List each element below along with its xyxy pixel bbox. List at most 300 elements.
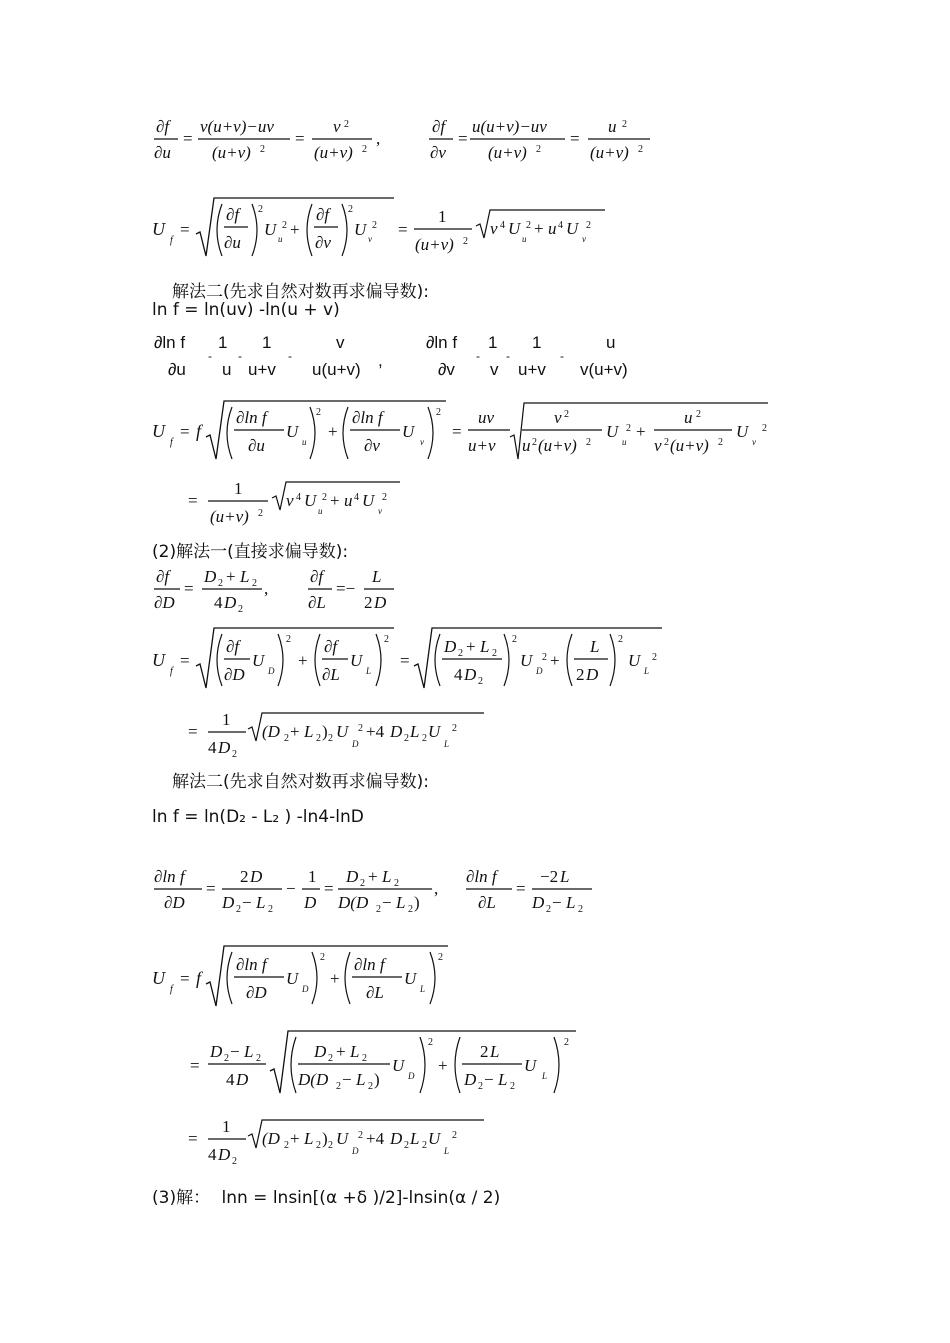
- svg-text:u+v: u+v: [468, 436, 496, 455]
- svg-text:4: 4: [296, 492, 301, 503]
- svg-text:2: 2: [368, 1081, 373, 1092]
- svg-text:-: -: [476, 349, 480, 363]
- svg-text:2: 2: [328, 733, 333, 744]
- equation-partial-lnf-uv: [150, 328, 670, 383]
- svg-text:U: U: [336, 1129, 349, 1148]
- svg-text:∂f: ∂f: [156, 567, 170, 586]
- svg-text:−: −: [230, 1042, 240, 1061]
- svg-text:∂L: ∂L: [308, 593, 326, 612]
- svg-text:D: D: [464, 1070, 477, 1089]
- svg-text:2: 2: [316, 733, 321, 744]
- svg-text:2: 2: [404, 1140, 409, 1151]
- svg-text:2: 2: [382, 492, 387, 503]
- svg-text:-: -: [560, 349, 564, 363]
- svg-text:U: U: [354, 220, 367, 239]
- svg-text:2: 2: [348, 204, 353, 215]
- svg-text:L: L: [420, 984, 426, 994]
- svg-text:L: L: [444, 739, 450, 749]
- part-3-line: [152, 1183, 500, 1208]
- svg-text:U: U: [336, 722, 349, 741]
- equation-uncertainty-f-4-step: [150, 1025, 610, 1100]
- svg-text:2: 2: [258, 508, 263, 519]
- svg-text:2: 2: [256, 1053, 261, 1064]
- svg-text:): ): [322, 722, 328, 741]
- svg-text:2: 2: [344, 119, 349, 130]
- svg-text:=: =: [206, 879, 216, 898]
- svg-text:∂v: ∂v: [430, 143, 446, 162]
- svg-text:U: U: [304, 491, 317, 510]
- svg-text:-: -: [506, 349, 510, 363]
- equation-uncertainty-f-4: [150, 940, 470, 1015]
- svg-text:∂D: ∂D: [164, 893, 185, 912]
- svg-text:2: 2: [258, 204, 263, 215]
- svg-text:−: −: [342, 1070, 352, 1089]
- svg-text:2: 2: [362, 144, 367, 155]
- svg-text:∂ln f: ∂ln f: [352, 408, 383, 427]
- svg-text:=: =: [324, 879, 334, 898]
- ln-equation-2: ln f = ln(D₂ - L₂ ) -ln4-lnD: [152, 807, 364, 827]
- svg-text:D: D: [302, 984, 309, 994]
- heading-part-3: (3)解：: [152, 1188, 211, 1208]
- svg-text:D: D: [314, 1042, 327, 1061]
- svg-text:2: 2: [236, 904, 241, 915]
- svg-text:∂ln f: ∂ln f: [236, 955, 267, 974]
- svg-text:u: u: [606, 333, 616, 352]
- svg-text:2: 2: [652, 652, 657, 663]
- svg-text:1: 1: [262, 333, 272, 352]
- svg-text:,: ,: [376, 129, 381, 148]
- svg-text:2: 2: [664, 437, 669, 448]
- svg-text:,: ,: [264, 579, 269, 598]
- svg-text:): ): [322, 1129, 328, 1148]
- svg-text:2: 2: [762, 423, 767, 434]
- svg-text:(u+v): (u+v): [314, 143, 353, 162]
- svg-text:U: U: [404, 969, 417, 988]
- svg-text:2: 2: [422, 1140, 427, 1151]
- equation-partial-f-uv: [150, 110, 670, 170]
- svg-text:=: =: [398, 220, 408, 239]
- svg-text:D: D: [210, 1042, 223, 1061]
- svg-text:1: 1: [222, 1117, 231, 1136]
- svg-text:U: U: [286, 969, 299, 988]
- svg-text:U: U: [628, 651, 641, 670]
- svg-text:L: L: [304, 722, 314, 741]
- svg-text:D: D: [532, 893, 545, 912]
- svg-text:2: 2: [336, 1081, 341, 1092]
- svg-text:∂u: ∂u: [168, 360, 186, 379]
- svg-text:2: 2: [480, 1042, 489, 1061]
- svg-text:D: D: [390, 1129, 403, 1148]
- svg-text:4: 4: [354, 492, 359, 503]
- svg-text:=: =: [180, 969, 190, 988]
- svg-text:+: +: [368, 867, 378, 886]
- svg-text:f: f: [170, 235, 173, 246]
- equation-uncertainty-f-4-result: [150, 1110, 510, 1170]
- svg-text:2: 2: [282, 220, 287, 231]
- svg-text:∂f: ∂f: [432, 117, 446, 136]
- svg-text:4: 4: [558, 220, 563, 231]
- svg-text:1: 1: [234, 479, 243, 498]
- svg-text:2: 2: [512, 634, 517, 645]
- svg-text:=: =: [188, 722, 198, 741]
- svg-text:U: U: [152, 219, 165, 239]
- svg-text:v: v: [286, 491, 294, 510]
- svg-text:2: 2: [618, 634, 623, 645]
- svg-text:2: 2: [284, 1140, 289, 1151]
- svg-text:D(D: D(D: [298, 1070, 329, 1089]
- svg-text:1: 1: [218, 333, 228, 352]
- svg-text:2: 2: [252, 578, 257, 589]
- svg-text:∂u: ∂u: [248, 436, 265, 455]
- svg-text:U: U: [402, 422, 415, 441]
- svg-text:∂ln f: ∂ln f: [354, 955, 385, 974]
- svg-text:−2: −2: [540, 867, 559, 886]
- svg-text:∂f: ∂f: [324, 637, 338, 656]
- svg-text:2: 2: [576, 665, 585, 684]
- svg-text:u: u: [302, 437, 307, 447]
- svg-text:v: v: [582, 234, 586, 244]
- svg-text:v: v: [554, 408, 562, 427]
- svg-text:+4: +4: [366, 722, 385, 741]
- svg-text:=: =: [180, 651, 190, 670]
- svg-text:U: U: [428, 722, 441, 741]
- svg-text:2: 2: [238, 604, 243, 615]
- svg-text:2: 2: [376, 904, 381, 915]
- svg-text:∂ln f: ∂ln f: [154, 867, 185, 886]
- svg-text:u: u: [684, 408, 693, 427]
- svg-text:2: 2: [362, 1053, 367, 1064]
- svg-text:D: D: [304, 893, 317, 912]
- svg-text:=: =: [180, 422, 190, 441]
- svg-text:+: +: [290, 1129, 300, 1148]
- svg-text:(D: (D: [262, 1129, 280, 1148]
- svg-text:U: U: [736, 422, 749, 441]
- svg-text:2: 2: [622, 119, 627, 130]
- svg-text:∂u: ∂u: [224, 233, 241, 252]
- svg-text:v: v: [378, 506, 382, 516]
- svg-text:1: 1: [222, 710, 231, 729]
- svg-text:L: L: [240, 567, 250, 586]
- svg-text:2: 2: [328, 1053, 333, 1064]
- svg-text:∂f: ∂f: [316, 205, 330, 224]
- svg-text:U: U: [286, 422, 299, 441]
- svg-text:∂D: ∂D: [154, 593, 175, 612]
- svg-text:2: 2: [240, 867, 249, 886]
- svg-text:-: -: [288, 349, 292, 363]
- svg-text:2: 2: [364, 593, 373, 612]
- svg-text:L: L: [350, 1042, 360, 1061]
- svg-text:u: u: [222, 360, 232, 379]
- svg-text:(u+v): (u+v): [670, 436, 709, 455]
- svg-text:−: −: [382, 893, 392, 912]
- svg-text:2: 2: [478, 676, 483, 687]
- svg-text:2: 2: [316, 407, 321, 418]
- ln-equation-3: lnn = lnsin[(α +δ )/2]-lnsin(α / 2): [221, 1188, 501, 1208]
- svg-text:2: 2: [452, 1130, 457, 1141]
- svg-text:+: +: [336, 1042, 346, 1061]
- svg-text:2: 2: [626, 423, 631, 434]
- svg-text:U: U: [508, 219, 521, 238]
- svg-text:∂D: ∂D: [246, 983, 267, 1002]
- svg-text:L: L: [304, 1129, 314, 1148]
- svg-text:U: U: [264, 220, 277, 239]
- svg-text:2: 2: [586, 220, 591, 231]
- svg-text:L: L: [644, 666, 650, 676]
- svg-text:D: D: [224, 593, 237, 612]
- svg-text:L: L: [490, 1042, 500, 1061]
- svg-text:=: =: [570, 129, 580, 148]
- svg-text:v: v: [368, 234, 372, 244]
- svg-text:L: L: [566, 893, 576, 912]
- svg-text:2: 2: [458, 648, 463, 659]
- svg-text:(u+v): (u+v): [210, 507, 249, 526]
- svg-text:u: u: [548, 219, 557, 238]
- svg-text:): ): [374, 1070, 380, 1089]
- svg-text:2: 2: [586, 437, 591, 448]
- svg-text:D(D: D(D: [338, 893, 369, 912]
- svg-text:v: v: [336, 333, 345, 352]
- svg-text:2: 2: [286, 634, 291, 645]
- svg-text:): ): [414, 893, 420, 912]
- svg-text:f: f: [170, 984, 173, 995]
- svg-text:,: ,: [434, 879, 439, 898]
- svg-text:v: v: [490, 219, 498, 238]
- svg-text:L: L: [480, 637, 490, 656]
- equation-uncertainty-f-2: [150, 395, 790, 470]
- svg-text:2: 2: [510, 1081, 515, 1092]
- svg-text:+: +: [636, 422, 646, 441]
- svg-text:-: -: [208, 349, 212, 363]
- svg-text:L: L: [444, 1146, 450, 1156]
- svg-text:D: D: [390, 722, 403, 741]
- svg-text:∂v: ∂v: [438, 360, 455, 379]
- svg-text:L: L: [542, 1071, 548, 1081]
- svg-text:D: D: [236, 1070, 249, 1089]
- svg-text:2: 2: [546, 904, 551, 915]
- svg-text:-: -: [238, 349, 242, 363]
- svg-text:=: =: [400, 651, 410, 670]
- svg-text:1: 1: [488, 333, 498, 352]
- svg-text:+: +: [534, 219, 544, 238]
- svg-text:U: U: [152, 650, 165, 670]
- svg-text:L: L: [366, 666, 372, 676]
- svg-text:∂v: ∂v: [315, 233, 331, 252]
- equation-partial-f-DL: [150, 560, 450, 620]
- svg-text:U: U: [152, 968, 165, 988]
- svg-text:−: −: [242, 893, 252, 912]
- svg-text:∂L: ∂L: [478, 893, 496, 912]
- svg-text:D: D: [444, 637, 457, 656]
- svg-text:2: 2: [542, 652, 547, 663]
- svg-text:D: D: [374, 593, 387, 612]
- svg-text:,: ,: [378, 351, 383, 370]
- svg-text:2: 2: [394, 878, 399, 889]
- svg-text:2: 2: [320, 952, 325, 963]
- svg-text:2: 2: [260, 144, 265, 155]
- svg-text:U: U: [252, 651, 265, 670]
- svg-text:2: 2: [322, 492, 327, 503]
- svg-text:2: 2: [384, 634, 389, 645]
- svg-text:2: 2: [358, 1130, 363, 1141]
- svg-text:2: 2: [360, 878, 365, 889]
- svg-text:+: +: [438, 1056, 448, 1075]
- svg-text:L: L: [560, 867, 570, 886]
- svg-text:v(u+v)−uv: v(u+v)−uv: [200, 117, 274, 136]
- svg-text:∂ln f: ∂ln f: [154, 333, 186, 352]
- svg-text:U: U: [524, 1056, 537, 1075]
- svg-text:=: =: [458, 129, 468, 148]
- svg-text:+: +: [298, 651, 308, 670]
- svg-text:∂L: ∂L: [322, 665, 340, 684]
- svg-text:f: f: [196, 421, 202, 441]
- svg-text:D: D: [268, 666, 275, 676]
- svg-text:u: u: [344, 491, 353, 510]
- svg-text:2: 2: [564, 409, 569, 420]
- equation-partial-lnf-DL: [150, 860, 630, 920]
- svg-text:v: v: [333, 117, 341, 136]
- svg-text:+4: +4: [366, 1129, 385, 1148]
- svg-text:+: +: [330, 491, 340, 510]
- svg-text:+: +: [290, 220, 300, 239]
- svg-text:=: =: [295, 129, 305, 148]
- svg-text:=: =: [516, 879, 526, 898]
- svg-text:D: D: [352, 1146, 359, 1156]
- svg-text:u+v: u+v: [518, 360, 546, 379]
- equation-uncertainty-f-2-result: [150, 472, 450, 532]
- svg-text:∂f: ∂f: [226, 205, 240, 224]
- svg-text:=: =: [183, 129, 193, 148]
- svg-text:=: =: [180, 220, 190, 239]
- svg-text:u: u: [522, 436, 531, 455]
- svg-text:∂L: ∂L: [366, 983, 384, 1002]
- svg-text:(u+v): (u+v): [538, 436, 577, 455]
- svg-text:D: D: [218, 738, 231, 757]
- svg-text:=: =: [190, 1056, 200, 1075]
- svg-text:−: −: [286, 879, 296, 898]
- svg-text:L: L: [244, 1042, 254, 1061]
- svg-text:4: 4: [454, 665, 463, 684]
- svg-text:2: 2: [526, 220, 531, 231]
- svg-text:2: 2: [438, 952, 443, 963]
- svg-text:D: D: [408, 1071, 415, 1081]
- svg-text:+: +: [290, 722, 300, 741]
- svg-text:1: 1: [532, 333, 542, 352]
- svg-text:1: 1: [308, 867, 317, 886]
- svg-text:D: D: [218, 1145, 231, 1164]
- svg-text:+: +: [466, 637, 476, 656]
- svg-text:2: 2: [428, 1037, 433, 1048]
- svg-text:v: v: [752, 437, 756, 447]
- heading-part-2: (2)解法一(直接求偏导数):: [152, 542, 349, 562]
- svg-text:2: 2: [372, 220, 377, 231]
- svg-text:u(u+v)−uv: u(u+v)−uv: [472, 117, 547, 136]
- svg-text:U: U: [362, 491, 375, 510]
- equation-uncertainty-f-3-result: [150, 703, 510, 763]
- svg-text:2: 2: [436, 407, 441, 418]
- svg-text:D: D: [204, 567, 217, 586]
- heading-method-2b: 解法二(先求自然对数再求偏导数):: [172, 772, 429, 792]
- svg-text:U: U: [566, 219, 579, 238]
- svg-text:f: f: [170, 437, 173, 448]
- svg-text:2: 2: [696, 409, 701, 420]
- svg-text:f: f: [196, 968, 202, 988]
- svg-text:2: 2: [328, 1140, 333, 1151]
- svg-text:∂f: ∂f: [226, 637, 240, 656]
- svg-text:∂D: ∂D: [224, 665, 245, 684]
- svg-text:+: +: [328, 422, 338, 441]
- svg-text:(u+v): (u+v): [415, 235, 454, 254]
- ln-equation-1: ln f = ln(uv) -ln(u + v): [152, 300, 340, 320]
- svg-text:D: D: [222, 893, 235, 912]
- svg-text:L: L: [410, 722, 420, 741]
- svg-text:(u+v): (u+v): [212, 143, 251, 162]
- svg-text:∂f: ∂f: [156, 117, 170, 136]
- svg-text:=: =: [188, 491, 198, 510]
- svg-text:2: 2: [638, 144, 643, 155]
- svg-text:v: v: [490, 360, 499, 379]
- svg-text:∂u: ∂u: [154, 143, 171, 162]
- svg-text:v: v: [420, 437, 424, 447]
- svg-text:2: 2: [452, 723, 457, 734]
- svg-text:U: U: [520, 651, 533, 670]
- svg-text:D: D: [586, 665, 599, 684]
- svg-text:2: 2: [564, 1037, 569, 1048]
- equation-uncertainty-f-3: [150, 622, 710, 697]
- svg-text:u: u: [318, 506, 323, 516]
- svg-text:∂ln f: ∂ln f: [236, 408, 267, 427]
- svg-text:+: +: [330, 969, 340, 988]
- svg-text:2: 2: [536, 144, 541, 155]
- svg-text:=−: =−: [336, 579, 356, 598]
- svg-text:2: 2: [284, 733, 289, 744]
- svg-text:f: f: [170, 666, 173, 677]
- svg-text:L: L: [498, 1070, 508, 1089]
- svg-text:∂v: ∂v: [364, 436, 380, 455]
- svg-text:2: 2: [404, 733, 409, 744]
- svg-text:L: L: [256, 893, 266, 912]
- svg-text:D: D: [250, 867, 263, 886]
- svg-text:4: 4: [500, 220, 505, 231]
- svg-text:2: 2: [218, 578, 223, 589]
- svg-text:+: +: [550, 651, 560, 670]
- svg-text:L: L: [396, 893, 406, 912]
- svg-text:L: L: [356, 1070, 366, 1089]
- svg-text:U: U: [350, 651, 363, 670]
- svg-text:2: 2: [268, 904, 273, 915]
- svg-text:L: L: [372, 567, 382, 586]
- svg-text:4: 4: [208, 1145, 217, 1164]
- svg-text:2: 2: [718, 437, 723, 448]
- svg-text:L: L: [410, 1129, 420, 1148]
- svg-text:2: 2: [492, 648, 497, 659]
- svg-text:u: u: [522, 234, 527, 244]
- svg-text:4: 4: [208, 738, 217, 757]
- svg-text:2: 2: [463, 236, 468, 247]
- svg-text:1: 1: [438, 207, 447, 226]
- equation-uncertainty-f-1: [150, 190, 670, 265]
- svg-text:2: 2: [422, 733, 427, 744]
- svg-text:∂ln f: ∂ln f: [466, 867, 497, 886]
- svg-text:D: D: [464, 665, 477, 684]
- svg-text:v(u+v): v(u+v): [580, 360, 628, 379]
- svg-text:2: 2: [224, 1053, 229, 1064]
- svg-text:u: u: [622, 437, 627, 447]
- svg-text:(u+v): (u+v): [590, 143, 629, 162]
- svg-text:L: L: [590, 637, 600, 656]
- svg-text:u: u: [608, 117, 617, 136]
- svg-text:+: +: [226, 567, 236, 586]
- svg-text:U: U: [428, 1129, 441, 1148]
